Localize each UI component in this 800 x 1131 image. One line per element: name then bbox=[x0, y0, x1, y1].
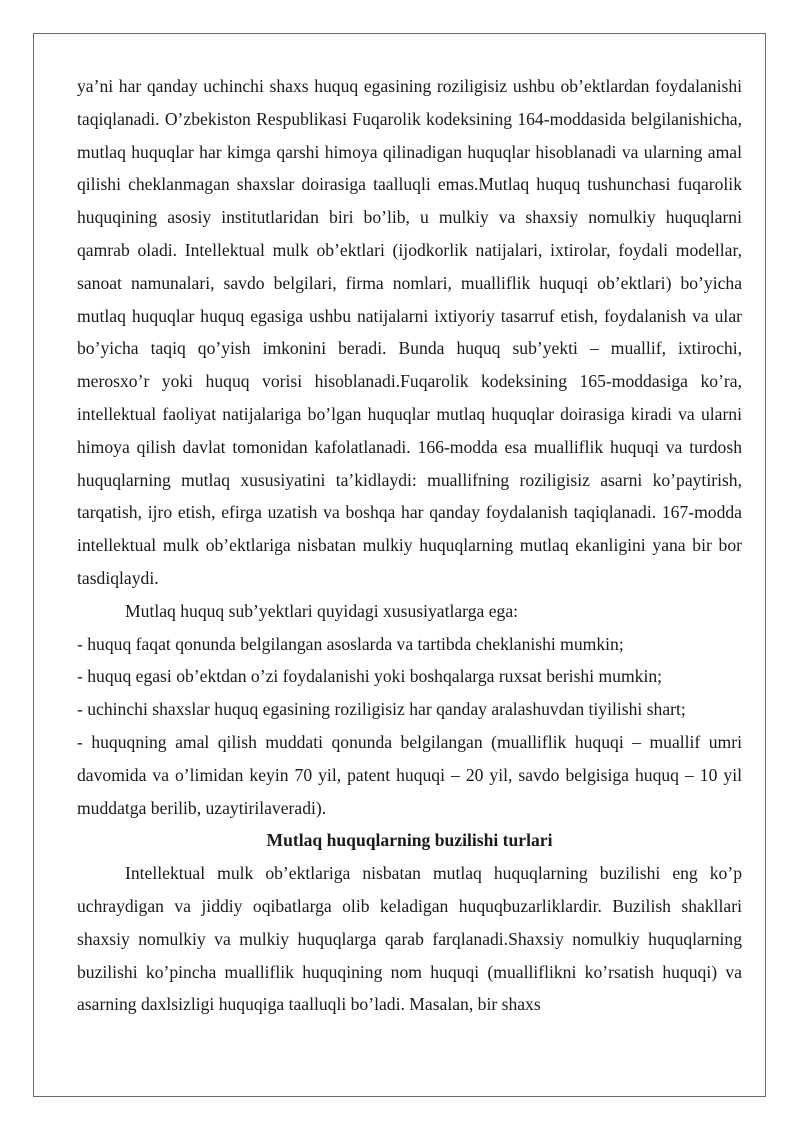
paragraph: Mutlaq huquq sub’yektlari quyidagi xususiyatlarga ega: bbox=[125, 600, 519, 621]
list-item: - uchinchi shaxslar huquq egasining roziligisiz har qanday aralashuvdan tiyilishi shart; bbox=[77, 699, 686, 720]
list-item: - huquqning amal qilish muddati qonunda belgilangan (mualliflik huquqi – muallif umri davomida va o’limidan keyin 70 yil, patent huquqi – 20 yil, savdo belgisiga huquq – 10 yil muddatga berilib, uzaytirilaveradi). bbox=[77, 731, 742, 818]
document-body bbox=[77, 70, 742, 1021]
list-item: - huquq faqat qonunda belgilangan asoslarda va tartibda cheklanishi mumkin; bbox=[77, 633, 624, 654]
paragraph: Intellektual mulk ob’ektlariga nisbatan mutlaq huquqlarning buzilishi eng ko’p uchraydigan va jiddiy oqibatlarga olib keladigan huquqbuzarliklardir. Buzilish shakllari shaxsiy nomulkiy va mulkiy huquqlarga qarab farqlanadi.Shaxsiy nomulkiy huquqlarning buzilishi ko’pincha mualliflik huquqining nom huquqi (mualliflikni ko’rsatish huquqi) va asarning daxlsizligi huquqiga taalluqli bo’ladi. Masalan, bir shaxs bbox=[77, 863, 742, 1015]
paragraph: ya’ni har qanday uchinchi shaxs huquq egasining roziligisiz ushbu ob’ektlardan foydalanishi taqiqlanadi. O’zbekiston Respublikasi Fuqarolik kodeksining 164-moddasida belgilanishicha, mutlaq huquqlar har kimga qarshi himoya qilinadigan huquqlar hisoblanadi va ularning amal qilishi cheklanmagan shaxslar doirasiga taalluqli emas.Mutlaq huquq tushunchasi fuqarolik huquqining asosiy institutlaridan biri bo’lib, u mulkiy va shaxsiy nomulkiy huquqlarni qamrab oladi. Intellektual mulk ob’ektlari (ijodkorlik natijalari, ixtirolar, foydali modellar, sanoat namunalari, savdo belgilari, firma nomlari, mualliflik huquqi ob’ektlari) bo’yicha mutlaq huquqlar huquq egasiga ushbu natijalarni ixtiyoriy tasarruf etish, foydalanish va ular bo’yicha taqiq qo’yish imkonini beradi. Bunda huquq sub’yekti – muallif, ixtirochi, merosxo’r yoki huquq vorisi hisoblanadi.Fuqarolik kodeksining 165-moddasiga ko’ra, intellektual faoliyat natijalariga bo’lgan huquqlar mutlaq huquqlar doirasiga kiradi va ularni himoya qilish davlat tomonidan kafolatlanadi. 166-modda esa mualliflik huquqi va turdosh huquqlarning mutlaq xususiyatini ta’kidlaydi: muallifning roziligisiz asarni ko’paytirish, tarqatish, ijro etish, efirga uzatish va boshqa har qanday foydalanish taqiqlanadi. 167-modda intellektual mulk ob’ektlariga nisbatan mulkiy huquqlarning mutlaq ekanligini yana bir bor tasdiqlaydi. bbox=[77, 76, 742, 588]
list-item: - huquq egasi ob’ektdan o’zi foydalanishi yoki boshqalarga ruxsat berishi mumkin; bbox=[77, 666, 663, 687]
section-heading: Mutlaq huquqlarning buzilishi turlari bbox=[266, 830, 553, 851]
